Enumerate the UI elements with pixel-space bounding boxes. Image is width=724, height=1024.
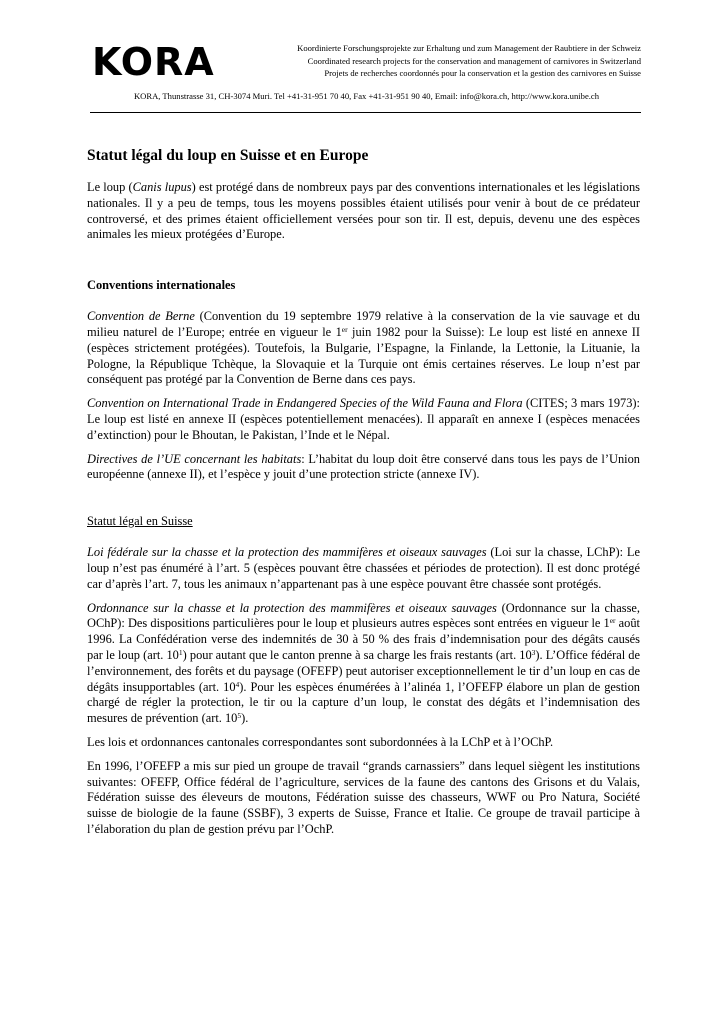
kora-logo: KORA [92, 40, 215, 84]
cites-paragraph [87, 396, 640, 443]
document-body [87, 146, 640, 838]
ochp-name: Ordonnance sur la chasse et la protection des mammifères et oiseaux sauvages [87, 600, 497, 615]
intro-species-name: Canis lupus [132, 180, 192, 194]
ochp-sup-2: 1 [178, 647, 183, 657]
ochp-text-f: ). [241, 711, 249, 726]
ochp-text-e: ). Pour les espèces énumérées à l’alinéa 1, l’OFEFP élabore un plan de gestion chargé de régler la protection, le tir ou la capture d’un loup, le constat des dégâts et l’indemnisation des mesures de prévention (art. 10 [87, 679, 640, 726]
intro-text-c: ) est protégé dans de nombreux pays par des conventions internationales et les législations nationales. Il y a peu de temps, tous les moyens possibles étaient utilisés pour venir à bout de ce prédateur controversé, et des primes étaient officiellement versées pour son tir. Il est, depuis, devenu une des espèces animales les mieux protégées d’Europe. [87, 180, 640, 242]
ochp-paragraph [87, 601, 640, 727]
ue-text: : L’habitat du loup doit être conservé dans tous les pays de l’Union européenne (annexe II), et l’espèce y jouit d’une protection stricte (annexe IV). [87, 451, 640, 482]
ochp-sup-3: 3 [531, 647, 536, 657]
cites-name: Convention on International Trade in Endangered Species of the Wild Fauna and Flora [87, 396, 523, 411]
lchp-name: Loi fédérale sur la chasse et la protection des mammifères et oiseaux sauvages [87, 545, 487, 560]
contact-line: KORA, Thunstrasse 31, CH-3074 Muri. Tel +41-31-951 70 40, Fax +41-31-951 90 40, Email: info@kora.ch, http://www.kora.unibe.ch [133, 91, 600, 101]
ochp-sup-4: 4 [235, 679, 240, 689]
cites-text: (CITES; 3 mars 1973): Le loup est listé en annexe II (espèces potentiellement menacées). Il apparaît en annexe I (espèces menacées d’extinction) pour le Bhoutan, le Pakistan, l’Inde et le Népal. [87, 396, 640, 442]
ochp-sup-1: er [609, 616, 616, 626]
section-heading-conventions: Conventions internationales [87, 278, 236, 293]
ochp-text-b: août 1996. La Confédération verse des indemnités de 30 à 50 % des frais d’indemnisation pour des dégâts causés par le loup (art. 10 [87, 616, 640, 662]
ochp-text-c: ) pour autant que le canton prenne à sa charge les frais restants (art. 10 [182, 647, 532, 662]
working-group-paragraph: En 1996, l’OFEFP a mis sur pied un groupe de travail “grands carnassiers” dans lequel siègent les institutions suivantes: OFEFP, Office fédéral de l’agriculture, services de la faune des cantons des Grisons et du Valais, Fédération suisse des éleveurs de moutons, Fédération suisse des chasseurs, WWF ou Pro Natura, Société suisse de biologie de la faune (SSBF), 3 experts de Suisse, France et Italie. Ce groupe de travail participe à l’élaboration du plan de gestion prévu par l’OchP. [87, 758, 640, 836]
intro-paragraph [87, 180, 640, 243]
document-title: Statut légal du loup en Suisse et en Europe [87, 147, 369, 164]
header-divider [90, 112, 641, 113]
tagline-english: Coordinated research projects for the conservation and management of carnivores in Switzerland [307, 55, 641, 66]
berne-sup: er [341, 324, 348, 334]
lchp-paragraph [87, 545, 640, 592]
lchp-text: (Loi sur la chasse, LChP): Le loup n’est pas énuméré à l’art. 5 (espèces pouvant être chassées et périodes de protection). Il est donc protégé car d’après l’art. 7, tous les animaux n’appartenant pas à une espèce pouvant être chassée sont protégés. [87, 545, 640, 591]
ue-paragraph [87, 452, 640, 484]
ochp-sup-5: 5 [237, 711, 242, 721]
ue-name: Directives de l’UE concernant les habitats [87, 451, 302, 466]
ochp-text-d: ). L’Office fédéral de l’environnement, des forêts et du paysage (OFEFP) peut autoriser exceptionnellement le tir d’un loup en cas de dégâts insupportables (art. 10 [87, 647, 641, 694]
ochp-text-a: (Ordonnance sur la chasse, OChP): Des dispositions particulières pour le loup et plusieurs autres espèces sont entrées en vigueur le 1 [87, 600, 640, 631]
berne-text-b: juin 1982 pour la Suisse): Le loup est listé en annexe II (espèces strictement protégées). Toutefois, la Bulgarie, l’Espagne, la Finlande, la Lettonie, la Lituanie, la Pologne, la République Tchèque, la Slovaquie et la Turquie ont émis certaines réserves. Le loup n’est par conséquent pas protégé par la Convention de Berne dans ces pays. [87, 324, 640, 387]
cantonal-paragraph: Les lois et ordonnances cantonales correspondantes sont subordonnées à la LChP et à l’OChP. [87, 734, 554, 749]
tagline-german: Koordinierte Forschungsprojekte zur Erhaltung und zum Management der Raubtiere in der Schweiz [297, 43, 641, 53]
berne-paragraph [87, 309, 640, 388]
intro-text-a: Le loup ( [87, 180, 133, 194]
section-heading-switzerland: Statut légal en Suisse [87, 514, 193, 529]
tagline-french: Projets de recherches coordonnés pour la conservation et la gestion des carnivores en Suisse [324, 68, 641, 78]
berne-name: Convention de Berne [87, 309, 195, 324]
header-taglines [221, 42, 641, 80]
berne-text-a: (Convention du 19 septembre 1979 relative à la conservation de la vie sauvage et du milieu naturel de l’Europe; entrée en vigueur le 1 [87, 309, 640, 339]
